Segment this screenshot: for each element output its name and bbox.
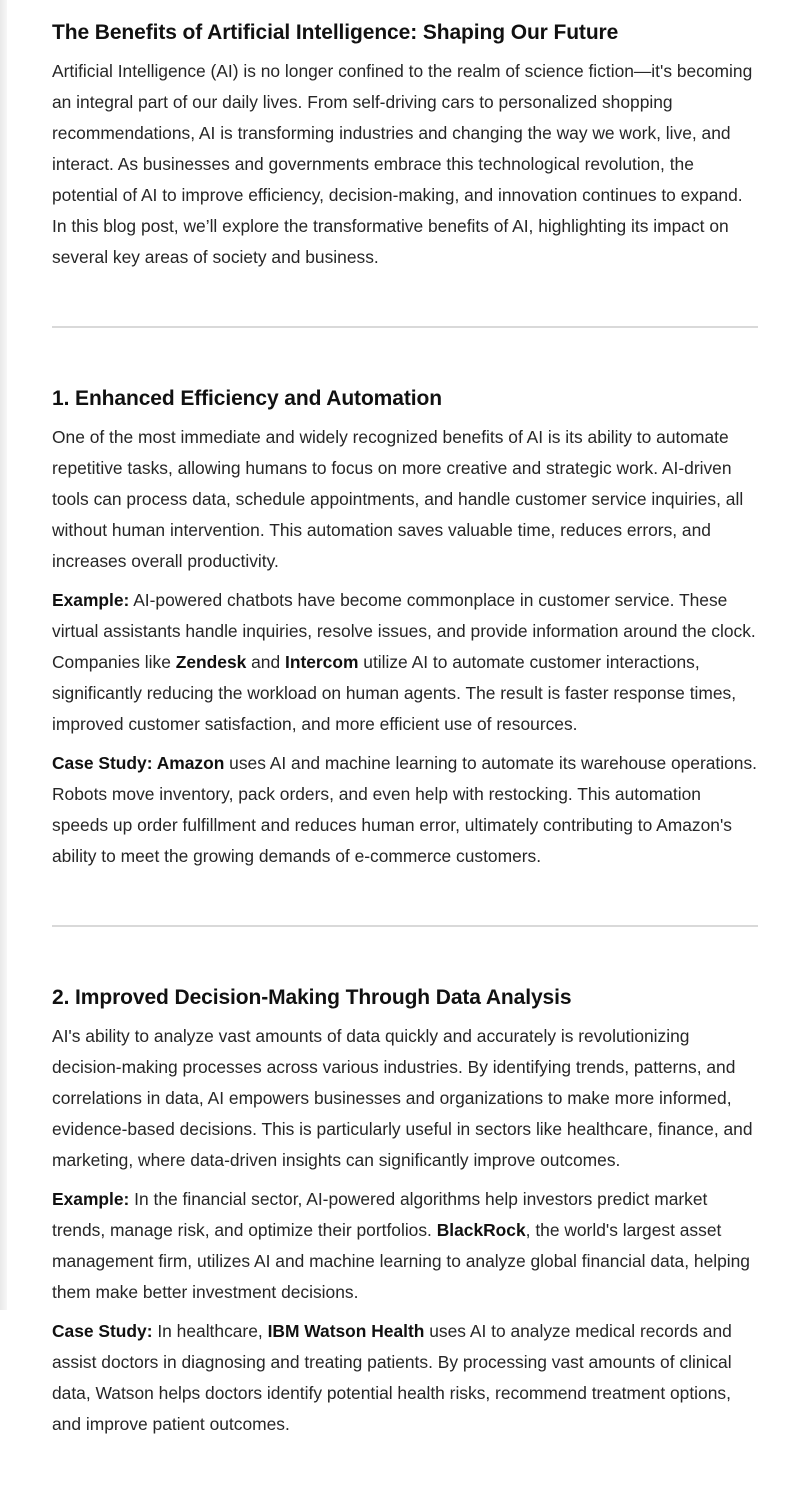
section-1-example (52, 585, 760, 740)
page-left-edge (0, 0, 7, 1310)
section-efficiency (52, 382, 760, 872)
section-decision-making (52, 981, 760, 1440)
case-study-label: Case Study: (52, 1321, 153, 1341)
section-divider (52, 326, 758, 328)
example-text: AI-powered chatbots have become commonplace in customer service. These virtual assistants handle inquiries, resolve issues, and provide information around the clock. Companies like (52, 590, 756, 672)
case-study-text: uses AI to analyze medical records and assist doctors in diagnosing and treating patients. By processing vast amounts of clinical data, Watson helps doctors identify potential health risks, recommend treatment options, and improve patient outcomes. (52, 1321, 732, 1434)
example-text: utilize AI to automate customer interactions, significantly reducing the workload on human agents. The result is faster response times, improved customer satisfaction, and more efficient use of resources. (52, 652, 737, 734)
company-blackrock: BlackRock (436, 1220, 526, 1240)
article-title: The Benefits of Artificial Intelligence: Shaping Our Future (52, 21, 619, 44)
section-1-paragraph: One of the most immediate and widely recognized benefits of AI is its ability to automate repetitive tasks, allowing humans to focus on more creative and strategic work. AI-driven tools can process data, schedule appointments, and handle customer service inquiries, all without human intervention. This automation saves valuable time, reduces errors, and increases overall productivity. (52, 427, 744, 571)
section-divider (52, 925, 758, 927)
example-text: In the financial sector, AI-powered algorithms help investors predict market trends, manage risk, and optimize their portfolios. (52, 1189, 708, 1240)
section-2-heading: 2. Improved Decision-Making Through Data Analysis (52, 986, 572, 1009)
section-1-heading: 1. Enhanced Efficiency and Automation (52, 387, 442, 410)
case-study-text: In healthcare, (152, 1321, 268, 1341)
blog-article (52, 14, 760, 1448)
section-2-example (52, 1184, 760, 1308)
example-text: , the world's largest asset management firm, utilizes AI and machine learning to analyze global financial data, helping them make better investment decisions. (52, 1220, 750, 1302)
company-intercom: Intercom (284, 652, 359, 672)
intro-paragraph: Artificial Intelligence (AI) is no longer confined to the realm of science fiction—it's becoming an integral part of our daily lives. From self-driving cars to personalized shopping recommendations, AI is transforming industries and changing the way we work, live, and interact. As businesses and governments embrace this technological revolution, the potential of AI to improve efficiency, decision-making, and innovation continues to expand. In this blog post, we’ll explore the transformative benefits of AI, highlighting its impact on several key areas of society and business. (52, 61, 753, 267)
section-2-paragraph: AI's ability to analyze vast amounts of data quickly and accurately is revolutionizing decision-making processes across various industries. By identifying trends, patterns, and correlations in data, AI empowers businesses and organizations to make more informed, evidence-based decisions. This is particularly useful in sectors like healthcare, finance, and marketing, where data-driven insights can significantly improve outcomes. (52, 1026, 753, 1170)
section-1-case-study (52, 748, 760, 872)
company-zendesk: Zendesk (175, 652, 247, 672)
example-label: Example: (52, 1189, 130, 1209)
case-study-label: Case Study: Amazon (52, 753, 225, 773)
example-label: Example: (52, 590, 130, 610)
company-ibm-watson-health: IBM Watson Health (267, 1321, 425, 1341)
case-study-text: uses AI and machine learning to automate its warehouse operations. Robots move inventory, pack orders, and even help with restocking. This automation speeds up order fulfillment and reduces human error, ultimately contributing to Amazon's ability to meet the growing demands of e-commerce customers. (52, 753, 758, 866)
example-text: and (246, 652, 285, 672)
section-2-case-study (52, 1316, 760, 1440)
